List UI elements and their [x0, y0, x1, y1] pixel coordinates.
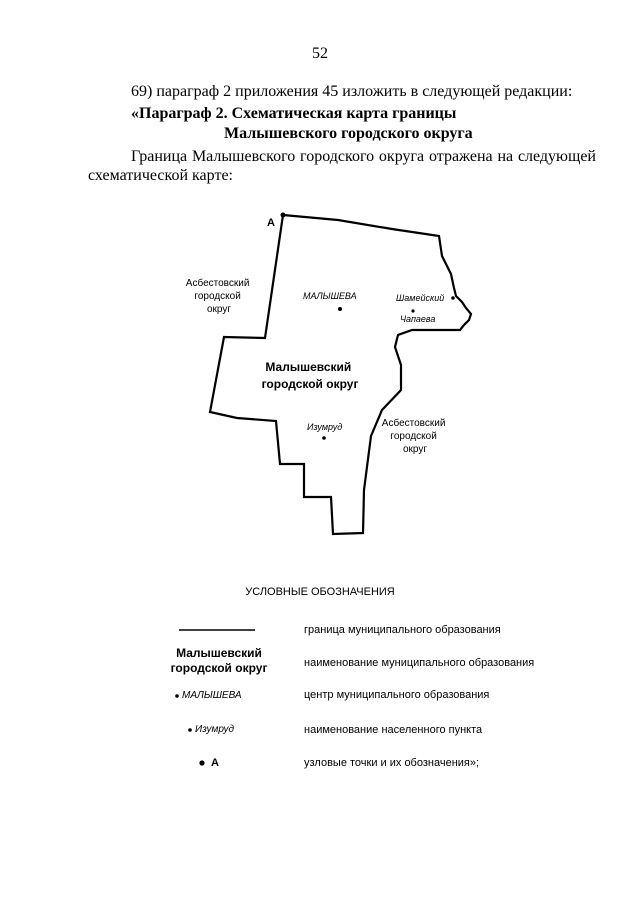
legend-settlement-dot-symbol	[188, 728, 192, 732]
neighbor-east-label: Асбестовский городской округ	[381, 418, 446, 455]
body-text: Граница Малышевского городского округа отражена на следующей схематической карте:	[88, 148, 596, 184]
node-point-a	[281, 213, 286, 218]
section-title-line2: Малышевского городского округа	[224, 125, 473, 142]
legend-desc-settlement: наименование населенного пункта	[304, 724, 483, 736]
legend-symbol-district-name: Малышевский городской округ	[170, 646, 268, 675]
settlement-dot-chapaeva	[411, 309, 414, 312]
settlement-label-izumrud: Изумруд	[307, 422, 343, 432]
settlement-dot-shameysky	[451, 296, 455, 300]
node-point-a-label: А	[267, 217, 275, 229]
district-name-label: Малышевский городской округ	[261, 360, 359, 391]
legend-symbol-node: А	[211, 757, 219, 769]
neighbor-west-label: Асбестовский городской округ	[185, 278, 250, 315]
center-dot-malysheva	[338, 307, 342, 311]
settlement-dot-izumrud	[322, 436, 326, 440]
section-title-line1: «Параграф 2. Схематическая карта границы	[131, 105, 457, 122]
legend-desc-district-name: наименование муниципального образования	[304, 657, 535, 669]
legend-symbol-center: МАЛЫШЕВА	[182, 690, 242, 701]
legend-center-dot-symbol	[175, 694, 179, 698]
settlement-label-shameysky: Шамейский	[396, 293, 445, 303]
legend-symbol-settlement: Изумруд	[195, 724, 235, 735]
municipal-boundary	[210, 215, 471, 534]
settlement-label-chapaeva: Чапаева	[400, 314, 436, 324]
amendment-paragraph: 69) параграф 2 приложения 45 изложить в следующей редакции:	[131, 83, 573, 100]
legend-desc-center: центр муниципального образования	[304, 689, 490, 701]
legend-node-dot-symbol	[199, 760, 204, 765]
center-label-malysheva: МАЛЫШЕВА	[303, 291, 357, 301]
legend-desc-boundary: граница муниципального образования	[304, 624, 501, 636]
legend-title: УСЛОВНЫЕ ОБОЗНАЧЕНИЯ	[245, 586, 395, 598]
page-number: 52	[312, 45, 328, 62]
legend-desc-node: узловые точки и их обозначения»;	[304, 757, 480, 769]
